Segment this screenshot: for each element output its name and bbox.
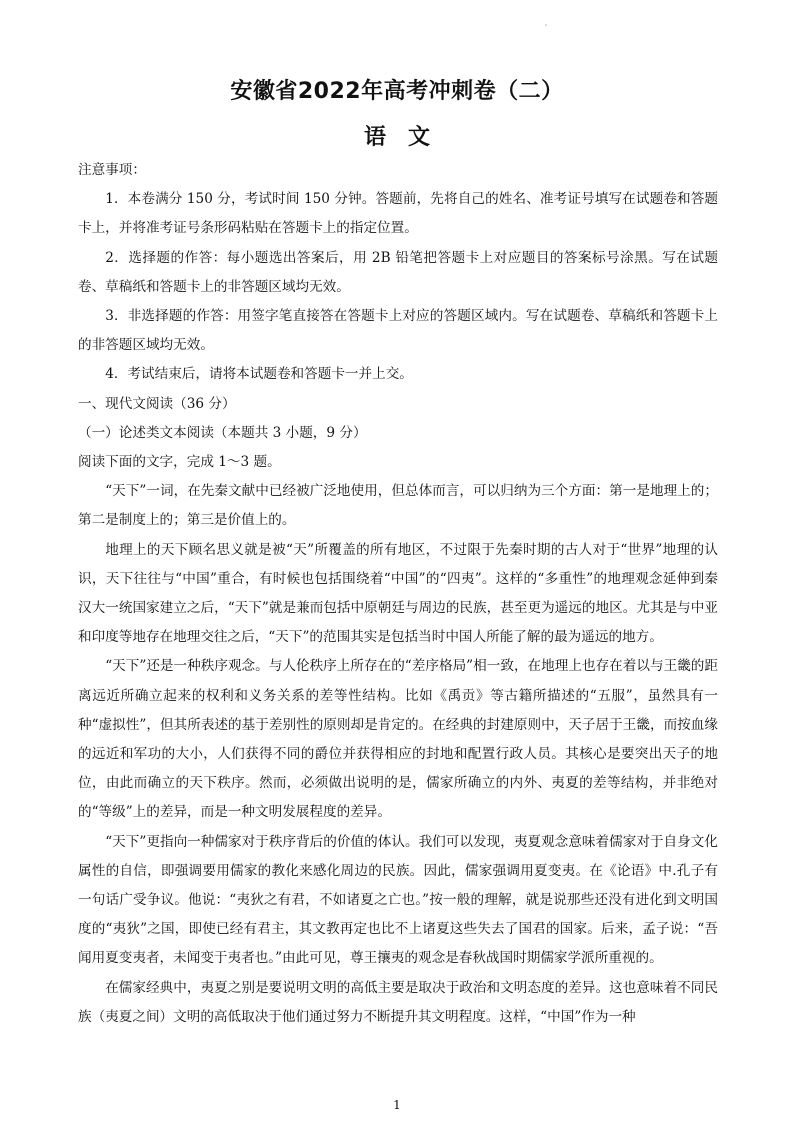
passage-paragraph: “天下”更指向一种儒家对于秩序背后的价值的体认。我们可以发现，夷夏观念意味着儒家对于自身文化属性的自信，即强调要用儒家的教化来感化周边的民族。因此，儒家强调用夏变夷。在《论语》中.孔子有一句话广受争议。他说：“夷狄之有君，不如诸夏之亡也。”按一般的理解，就是说那些还没有进化到文明国度的“夷狄”之国，即使已经有君主，其文教再定也比不上诸夏这些失去了国君的国家。后来，孟子说：“吾闻用夏变夷者，未闻变于夷者也。”由此可见，尊王攘夷的观念是春秋战国时期儒家学派所重视的。 (78, 833, 718, 967)
section-heading: 一、现代文阅读（36 分） (78, 395, 236, 412)
passage-paragraph: “天下”还是一种秩序观念。与人伦秩序上所存在的“差序格局”相一致，在地理上也存在着以与王畿的距离远近所确立起来的权利和义务关系的差等性结构。比如《禹贡》等古籍所描述的“五服”，虽然具有一种“虚拟性”，但其所表述的基于差别性的原则却是肯定的。在经典的封建原则中，天子居于王畿，而按血缘的远近和军功的大小，人们获得不同的爵位并获得相应的封地和配置行政人员。其核心是要突出天子的地位，由此而确立的天下秩序。然而，必须做出说明的是，儒家所确立的内外、夷夏的差等结构，并非绝对的“等级”上的差异，而是一种文明发展程度的差异。 (78, 658, 718, 821)
notice-item: 4．考试结束后，请将本试题卷和答题卡一并上交。 (105, 366, 413, 383)
passage-paragraph: “天下”一词，在先秦文献中已经被广泛地使用，但总体而言，可以归纳为三个方面：第一是地理上的；第二是制度上的；第三是价值上的。 (78, 483, 718, 529)
reading-instruction: 阅读下面的文字，完成 1～3 题。 (78, 454, 281, 471)
exam-title: 安徽省2022年高考冲刺卷（二） (230, 79, 564, 104)
subject-title: 语 文 (363, 125, 430, 150)
section-subheading: （一）论述类文本阅读（本题共 3 小题，9 分） (78, 424, 367, 441)
notice-heading: 注意事项： (78, 162, 146, 178)
paper-content (78, 156, 718, 1032)
page-number: 1 (393, 1098, 401, 1112)
notice-item: 2．选择题的作答：每小题选出答案后，用 2B 铅笔把答题卡上对应题目的答案标号涂黑。写在试题卷、草稿纸和答题卡上的非答题区域均无效。 (78, 249, 718, 295)
notice-item: 1．本卷满分 150 分，考试时间 150 分钟。答题前，先将自己的姓名、准考证号填写在试题卷和答题卡上，并将准考证号条形码粘贴在答题卡上的指定位置。 (78, 191, 718, 237)
passage-paragraph: 在儒家经典中，夷夏之别是要说明文明的高低主要是取决于政治和文明态度的差异。这也意味着不同民族（夷夏之间）文明的高低取决于他们通过努力不断提升其文明程度。这样，“中国”作为一种 (78, 979, 718, 1025)
scan-speck (545, 24, 547, 26)
notice-item: 3．非选择题的作答：用签字笔直接答在答题卡上对应的答题区域内。写在试题卷、草稿纸和答题卡上的非答题区域均无效。 (78, 308, 718, 354)
passage-paragraph: 地理上的天下顾名思义就是被“天”所覆盖的所有地区，不过限于先秦时期的古人对于“世界”地理的认识，天下往往与“中国”重合，有时候也包括围绕着“中国”的“四夷”。这样的“多重性”的地理观念延伸到秦汉大一统国家建立之后，“天下”就是兼而包括中原朝廷与周边的民族，甚至更为遥远的地区。尤其是与中亚和印度等地存在地理交往之后，“天下”的范围其实是包括当时中国人所能了解的最为遥远的地方。 (78, 541, 718, 646)
